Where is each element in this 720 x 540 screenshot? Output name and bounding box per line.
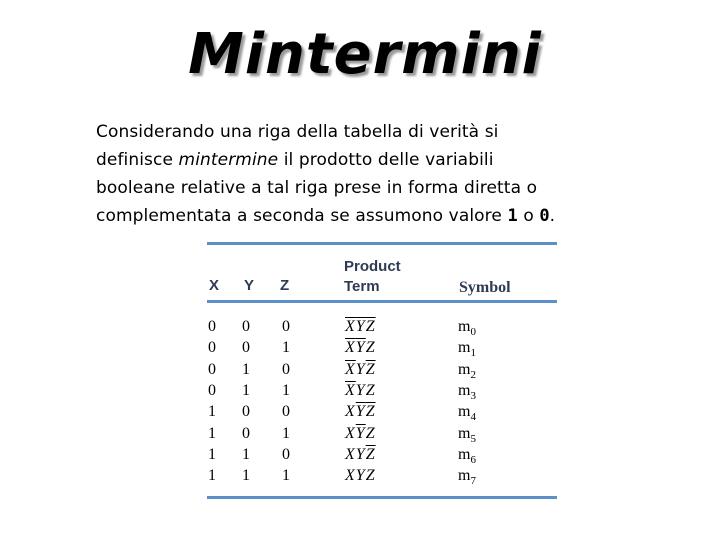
variable: X: [345, 467, 356, 485]
complemented-variable: $\overline{Z}$: [365, 318, 376, 335]
value-one: 1: [507, 206, 518, 226]
page-title: Mintermini: [188, 22, 542, 87]
symbol-index: 4: [470, 411, 476, 424]
header-z: Z: [280, 277, 290, 294]
symbol-letter: m: [458, 339, 471, 357]
variable: Z: [365, 339, 376, 357]
cell-x: 0: [208, 339, 216, 357]
cell-z: 0: [282, 318, 290, 335]
paragraph-text: il prodotto delle variabili: [278, 150, 494, 170]
cell-x: 0: [208, 360, 216, 378]
product-term: [345, 444, 376, 465]
cell-y: 1: [242, 360, 250, 378]
cell-z: 1: [282, 381, 290, 399]
complemented-variable: $\overline{Z}$: [365, 360, 376, 378]
variable: Y: [355, 381, 366, 399]
symbol-letter: m: [458, 424, 471, 442]
paragraph-text: o: [517, 206, 540, 226]
table-bottom-rule: [207, 496, 557, 499]
symbol-index: 6: [470, 453, 476, 466]
paragraph-text: definisce: [96, 150, 179, 170]
variable: Z: [365, 467, 376, 485]
symbol-index: 2: [470, 368, 476, 381]
minterm-symbol: [458, 465, 476, 492]
cell-x: 1: [208, 467, 216, 485]
complemented-variable: $\overline{Y}$: [355, 339, 366, 357]
paragraph-text: .: [549, 206, 556, 226]
variable: X: [345, 445, 356, 463]
variable: X: [345, 403, 356, 421]
cell-y: 1: [242, 381, 250, 399]
cell-x: 0: [208, 381, 216, 399]
complemented-variable: $\overline{Z}$: [365, 445, 376, 463]
table-header-rule: [207, 300, 557, 303]
paragraph-text: complementata a seconda se assumono valore: [96, 206, 508, 226]
complemented-variable: $\overline{Y}$: [355, 424, 366, 442]
cell-x: 0: [208, 318, 216, 335]
variable: Z: [365, 381, 376, 399]
table-row: [207, 380, 557, 401]
variable: Z: [365, 424, 376, 442]
cell-x: 1: [208, 445, 216, 463]
cell-z: 1: [282, 467, 290, 485]
symbol-index: 5: [470, 432, 476, 445]
variable: X: [345, 424, 356, 442]
symbol-letter: m: [458, 467, 471, 485]
cell-y: 0: [242, 403, 250, 421]
symbol-index: 7: [470, 475, 476, 488]
truth-table: [207, 242, 557, 504]
cell-z: 0: [282, 403, 290, 421]
variable: Y: [355, 360, 366, 378]
symbol-letter: m: [458, 381, 471, 399]
emphasis-term: mintermine: [178, 150, 279, 170]
header-x: X: [209, 277, 220, 294]
cell-y: 0: [242, 339, 250, 357]
cell-x: 1: [208, 403, 216, 421]
header-product-line: Product: [344, 258, 401, 275]
paragraph-line-4: [96, 202, 656, 230]
header-y: Y: [244, 277, 255, 294]
value-zero: 0: [539, 206, 550, 226]
table-row: [207, 444, 557, 465]
product-term: [345, 465, 376, 486]
header-product-term: [344, 257, 401, 297]
product-term: [345, 359, 376, 380]
cell-z: 0: [282, 360, 290, 378]
cell-y: 0: [242, 318, 250, 335]
table-row: [207, 359, 557, 380]
cell-y: 0: [242, 424, 250, 442]
complemented-variable: $\overline{X}$: [345, 381, 356, 399]
cell-y: 1: [242, 467, 250, 485]
product-term: [345, 380, 376, 401]
table-top-rule: [207, 242, 557, 245]
paragraph-line-3: booleane relative a tal riga prese in forma diretta o: [96, 178, 538, 198]
complemented-variable: $\overline{Y}$: [355, 403, 366, 421]
symbol-index: 1: [470, 347, 476, 360]
table-row: [207, 401, 557, 422]
variable: Y: [355, 445, 366, 463]
table-row: [207, 316, 557, 337]
variable: Y: [355, 467, 366, 485]
cell-z: 1: [282, 424, 290, 442]
symbol-letter: m: [458, 360, 471, 378]
header-symbol: Symbol: [459, 279, 511, 296]
product-term: [345, 337, 376, 358]
symbol-index: 0: [470, 326, 476, 338]
complemented-variable: $\overline{Y}$: [355, 318, 366, 335]
product-term: [345, 316, 376, 337]
table-row: [207, 423, 557, 444]
header-term-line: Term: [344, 278, 380, 295]
paragraph-line-2: [96, 146, 656, 174]
complemented-variable: $\overline{X}$: [345, 360, 356, 378]
cell-y: 1: [242, 445, 250, 463]
symbol-letter: m: [458, 403, 471, 421]
symbol-index: 3: [470, 389, 476, 402]
product-term: [345, 401, 376, 422]
cell-x: 1: [208, 424, 216, 442]
symbol-letter: m: [458, 445, 471, 463]
complemented-variable: $\overline{X}$: [345, 339, 356, 357]
complemented-variable: $\overline{X}$: [345, 318, 356, 335]
paragraph-line-1: Considerando una riga della tabella di verità si: [96, 122, 499, 142]
cell-z: 1: [282, 339, 290, 357]
complemented-variable: $\overline{Z}$: [365, 403, 376, 421]
symbol-letter: m: [458, 318, 471, 335]
cell-z: 0: [282, 445, 290, 463]
table-row: [207, 465, 557, 486]
table-row: [207, 337, 557, 358]
definition-paragraph: [96, 118, 656, 230]
product-term: [345, 423, 376, 444]
